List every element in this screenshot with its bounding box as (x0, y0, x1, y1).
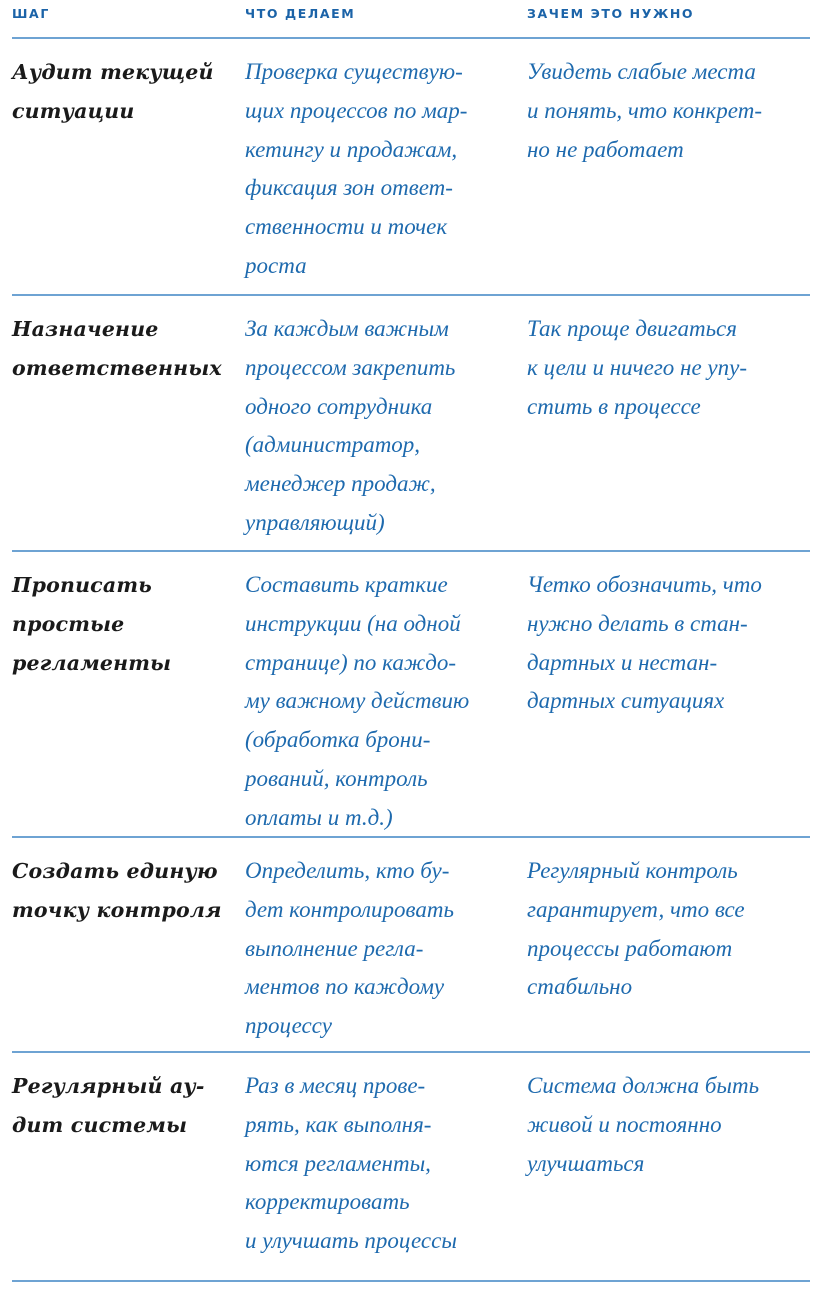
table-header (12, 0, 810, 39)
step-cell: Аудит текущей ситуации (12, 60, 214, 123)
step-cell: Назначение ответственных (12, 317, 222, 380)
table-row (12, 552, 810, 838)
why-cell: Система должна быть живой и постоянно улучшаться (527, 1073, 760, 1176)
why-cell: Увидеть слабые места и понять, что конкрет- но не работает (527, 59, 762, 162)
why-cell: Четко обозначить, что нужно делать в стан- дартных и нестан- дартных ситуациях (527, 572, 762, 714)
what-cell: За каждым важным процессом закрепить одного сотрудника (администратор, менеджер продаж, управляющий) (245, 316, 456, 535)
header-what: ЧТО ДЕЛАЕМ (245, 6, 356, 21)
table-row (12, 1053, 810, 1282)
why-cell: Так проще двигаться к цели и ничего не упу- стить в процессе (527, 316, 748, 419)
table-row (12, 838, 810, 1053)
process-table (12, 0, 810, 1282)
what-cell: Проверка существую- щих процессов по мар- кетингу и продажам, фиксация зон ответ- ственности и точек роста (245, 59, 468, 278)
what-cell: Раз в месяц прове- рять, как выполня- ются регламенты, корректировать и улучшать процессы (245, 1073, 457, 1254)
step-cell: Прописать простые регламенты (12, 573, 172, 675)
header-step: ШАГ (12, 6, 50, 21)
why-cell: Регулярный контроль гарантирует, что все процессы работают стабильно (527, 858, 745, 1000)
step-cell: Регулярный ау- дит системы (12, 1074, 205, 1137)
table-row (12, 39, 810, 296)
what-cell: Составить краткие инструкции (на одной странице) по каждо- му важному действию (обработка брони- рований, контроль оплаты и т.д.) (245, 572, 470, 830)
table-row (12, 296, 810, 552)
header-why: ЗАЧЕМ ЭТО НУЖНО (527, 6, 695, 21)
step-cell: Создать единую точку контроля (12, 859, 222, 922)
what-cell: Определить, кто бу- дет контролировать выполнение регла- ментов по каждому процессу (245, 858, 454, 1039)
